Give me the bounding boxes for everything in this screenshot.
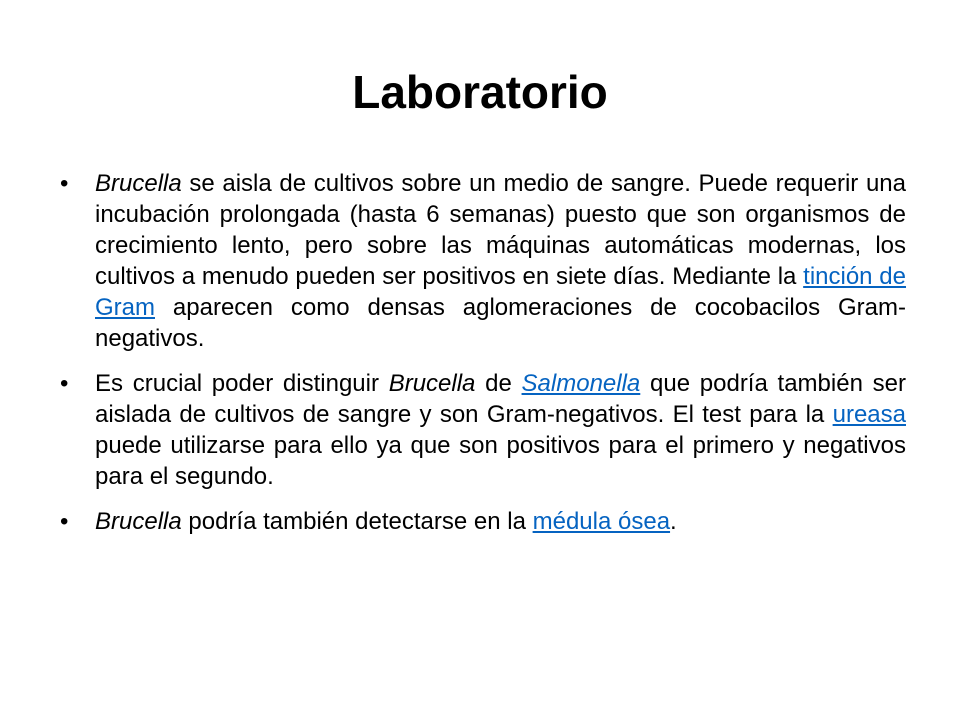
link-ureasa[interactable]: ureasa bbox=[832, 401, 906, 428]
link-salmonella[interactable]: Salmonella bbox=[521, 370, 641, 397]
italic-term: Brucella bbox=[388, 370, 476, 397]
bullet-text bbox=[95, 368, 906, 492]
bullet-dot: • bbox=[60, 170, 69, 197]
text-run: Es crucial poder distinguir bbox=[95, 370, 389, 397]
bullet-text bbox=[95, 506, 906, 537]
text-run: que podría también ser aislada de cultivos de sangre y son Gram-negativos. El test para la bbox=[95, 370, 906, 428]
italic-term: Brucella bbox=[95, 170, 182, 197]
bullet-item-3 bbox=[58, 506, 906, 537]
slide-body bbox=[58, 168, 906, 551]
text-run: de bbox=[475, 370, 522, 397]
text-run: podría también detectarse en la bbox=[181, 508, 533, 535]
bullet-dot: • bbox=[60, 370, 69, 397]
link-medula-osea[interactable]: médula ósea bbox=[532, 508, 671, 535]
bullet-item-1 bbox=[58, 168, 906, 354]
bullet-dot: • bbox=[60, 508, 69, 535]
italic-term: Brucella bbox=[95, 508, 182, 535]
bullet-item-2 bbox=[58, 368, 906, 492]
text-run: puede utilizarse para ello ya que son positivos para el primero y negativos para el segundo. bbox=[95, 432, 906, 490]
link-tincion-de-gram[interactable]: tinción de Gram bbox=[95, 263, 906, 321]
text-run: . bbox=[670, 508, 677, 535]
slide-title: Laboratorio bbox=[352, 66, 608, 118]
text-run: aparecen como densas aglomeraciones de cocobacilos Gram-negativos. bbox=[95, 294, 906, 352]
bullet-text bbox=[95, 168, 906, 354]
text-run: se aisla de cultivos sobre un medio de sangre. Puede requerir una incubación prolongada (hasta 6 semanas) puesto que son organismos de crecimiento lento, pero sobre las máquinas automáticas modernas, los cultivos a menudo pueden ser positivos en siete días. Mediante la bbox=[95, 170, 906, 290]
